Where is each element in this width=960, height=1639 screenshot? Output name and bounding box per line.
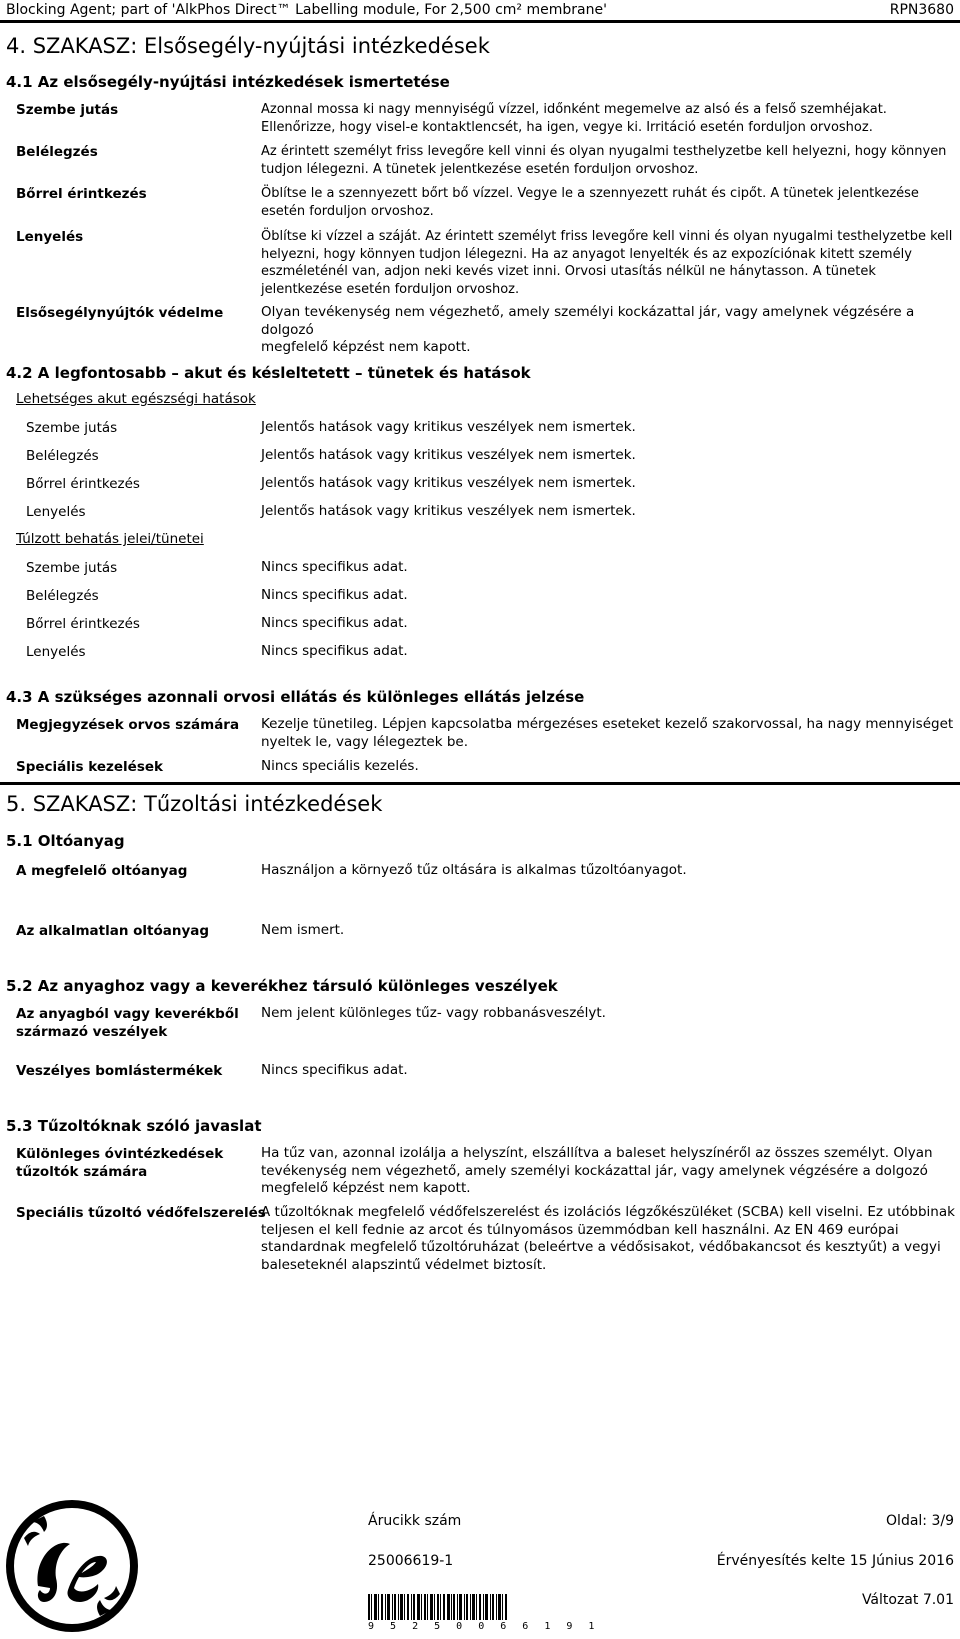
page-number: Oldal: 3/9 [886,1513,954,1529]
item-number-label: Árucikk szám [368,1513,462,1529]
section-4-1-title: 4.1 Az elsősegély-nyújtási intézkedések ismertetése [6,73,450,91]
value-decomposition-products: Nincs specifikus adat. [261,1062,408,1078]
section-divider [0,782,960,785]
section-4-2-title: 4.2 A legfontosabb – akut és késleltetett – tünetek és hatások [6,364,531,382]
label-firefighter-precautions: Különleges óvintézkedések tűzoltók számára [16,1146,224,1180]
item-number: 25006619-1 [368,1553,454,1569]
over-value-eye: Nincs specifikus adat. [261,559,408,575]
value-skin-contact: Öblítse le a szennyezett bőrt bő vízzel. Vegye le a szennyezett ruhát és cipőt. A tünetek jelentkezése esetén forduljon orvoshoz. [261,186,919,219]
barcode-digits: 9 5 2 5 0 0 6 6 1 9 1 [368,1621,600,1632]
over-label-ingestion: Lenyelés [26,644,86,660]
validity-date: Érvényesítés kelte 15 Június 2016 [716,1553,954,1569]
section-5-3-title: 5.3 Tűzoltóknak szóló javaslat [6,1117,262,1135]
over-label-inhalation: Belélegzés [26,588,99,604]
barcode [368,1594,508,1620]
ge-logo [4,1498,140,1634]
label-hazards-from-substance: Az anyagból vagy keverékből származó veszélyek [16,1006,239,1040]
acute-value-ingestion: Jelentős hatások vagy kritikus veszélyek nem ismertek. [261,503,636,519]
section-5-2-title: 5.2 Az anyaghoz vagy a keverékhez társuló különleges veszélyek [6,977,558,995]
value-hazards-from-substance: Nem jelent különleges tűz- vagy robbanásveszélyt. [261,1005,606,1021]
acute-label-ingestion: Lenyelés [26,504,86,520]
over-value-skin: Nincs specifikus adat. [261,615,408,631]
acute-label-eye: Szembe jutás [26,420,118,436]
acute-value-eye: Jelentős hatások vagy kritikus veszélyek nem ismertek. [261,419,636,435]
document-code: RPN3680 [889,2,954,18]
label-decomposition-products: Veszélyes bomlástermékek [16,1063,223,1079]
over-label-skin: Bőrrel érintkezés [26,616,140,632]
section-4-title: 4. SZAKASZ: Elsősegély-nyújtási intézkedések [6,34,490,58]
value-inhalation: Az érintett személyt friss levegőre kell vinni és olyan nyugalmi testhelyzetbe kell helyezni, hogy könnyen tudjon lélegezni. A tünetek jelentkezése esetén forduljon orvoshoz. [261,144,947,177]
value-first-aider-protection: Olyan tevékenység nem végezhető, amely személyi kockázattal jár, vagy amelynek végzésére a dolgozó megfelelő képzést nem kapott. [261,304,915,355]
label-eye-contact: Szembe jutás [16,102,119,118]
label-special-treatments: Speciális kezelések [16,759,164,775]
value-special-treatments: Nincs speciális kezelés. [261,758,419,774]
over-value-inhalation: Nincs specifikus adat. [261,587,408,603]
value-eye-contact: Azonnal mossa ki nagy mennyiségű vízzel, időnként megemelve az alsó és a felső szemhéjakat. Ellenőrizze, hogy visel-e kontaktlencsét, ha igen, vegye ki. Irritáció esetén forduljon orvoshoz. [261,102,887,135]
value-notes-to-physician: Kezelje tünetileg. Lépjen kapcsolatba mérgezéses eseteket kezelő szakorvossal, ha nagy mennyiséget nyeltek le, vagy lélegeztek be. [261,716,954,750]
header-rule [0,20,960,23]
label-suitable-media: A megfelelő oltóanyag [16,863,188,879]
value-ingestion: Öblítse ki vízzel a száját. Az érintett személyt friss levegőre kell vinni és olyan nyugalmi testhelyzetbe kell helyezni, hogy könnyen tudjon lélegezni. Ha az anyagot lenyelték és az expozíciónak kitett személy eszméleténél van, adjon neki kevés vizet inni. Orvosi utasítás nélkül ne hánytasson. A tünetek jelentkezése esetén forduljon orvoshoz. [261,229,953,297]
value-suitable-media: Használjon a környező tűz oltására is alkalmas tűzoltóanyagot. [261,862,687,878]
value-protective-equipment: A tűzoltóknak megfelelő védőfelszerelést és izolációs légzőkészüléket (SCBA) kell viselni. Ez utóbbinak teljesen el kell fednie az arcot és túlnyomásos üzemmódban kell használni. Az EN 469 európai standardnak megfelelő tűzoltóruházat (beleértve a védősisakot, védőbakancsot és kesztyűt) a vegyi baleseteknél alapszintű védelmet biztosít. [261,1204,955,1273]
label-protective-equipment: Speciális tűzoltó védőfelszerelés [16,1205,266,1221]
label-unsuitable-media: Az alkalmatlan oltóanyag [16,923,210,939]
acute-value-inhalation: Jelentős hatások vagy kritikus veszélyek nem ismertek. [261,447,636,463]
section-5-title: 5. SZAKASZ: Tűzoltási intézkedések [6,792,383,816]
value-firefighter-precautions: Ha tűz van, azonnal izolálja a helyszínt, elszállítva a baleset helyszínéről az összes személyt. Olyan tevékenység nem végezhető, amely személyi kockázattal jár, vagy amelynek végzésére a dolgozó megfelelő képzést nem kapott. [261,1145,933,1196]
acute-label-inhalation: Belélegzés [26,448,99,464]
section-5-1-title: 5.1 Oltóanyag [6,832,125,850]
version: Változat 7.01 [861,1592,954,1608]
over-label-eye: Szembe jutás [26,560,118,576]
value-unsuitable-media: Nem ismert. [261,922,345,938]
label-ingestion: Lenyelés [16,229,84,245]
label-inhalation: Belélegzés [16,144,98,160]
label-notes-to-physician: Megjegyzések orvos számára [16,717,240,733]
overexposure-heading: Túlzott behatás jelei/tünetei [16,531,204,547]
acute-value-skin: Jelentős hatások vagy kritikus veszélyek nem ismertek. [261,475,636,491]
label-first-aider-protection: Elsősegélynyújtók védelme [16,305,224,321]
acute-effects-heading: Lehetséges akut egészségi hatások [16,391,256,407]
over-value-ingestion: Nincs specifikus adat. [261,643,408,659]
label-skin-contact: Bőrrel érintkezés [16,186,147,202]
acute-label-skin: Bőrrel érintkezés [26,476,140,492]
document-header-title: Blocking Agent; part of 'AlkPhos Direct™ Labelling module, For 2,500 cm² membrane' [6,2,607,18]
section-4-3-title: 4.3 A szükséges azonnali orvosi ellátás és különleges ellátás jelzése [6,688,585,706]
